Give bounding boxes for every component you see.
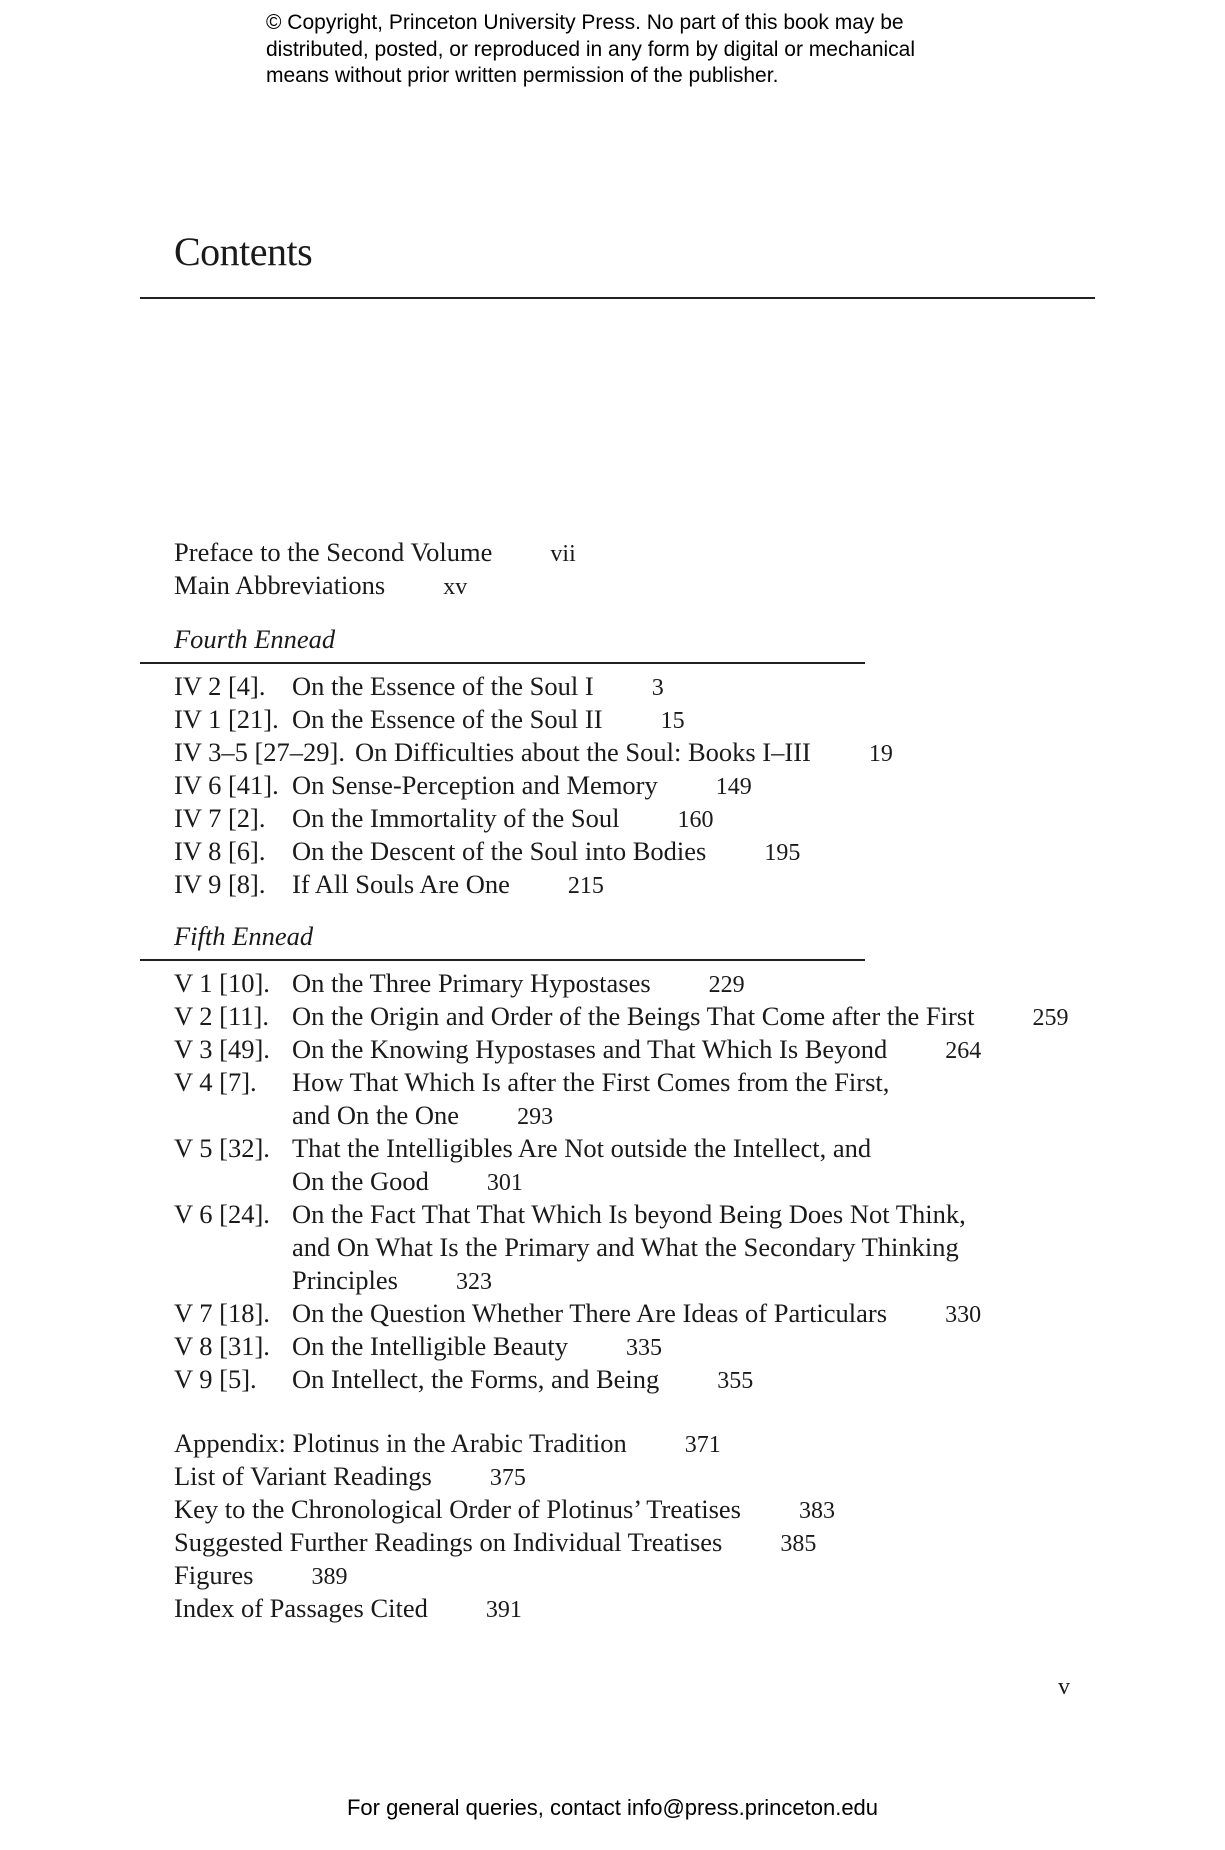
toc-entry — [174, 1065, 890, 1131]
toc-entry — [174, 1296, 982, 1329]
entry-title-line: On Sense-Perception and Memory — [292, 770, 658, 800]
toc-entry — [174, 1131, 872, 1197]
entry-page: 259 — [1032, 1005, 1069, 1031]
entry-number: IV 3–5 [27–29]. — [174, 737, 346, 767]
entry-number: V 8 [31]. — [174, 1331, 270, 1361]
entry-number: V 2 [11]. — [174, 1001, 269, 1031]
entry-title — [292, 1362, 753, 1395]
entry-title: Figures — [174, 1560, 254, 1590]
entry-title-line: and On What Is the Primary and What the Secondary Thinking — [292, 1232, 959, 1262]
entry-page: 215 — [567, 873, 604, 899]
entry-page: vii — [550, 541, 576, 567]
entry-number: V 9 [5]. — [174, 1364, 257, 1394]
entry-page: 19 — [868, 741, 893, 767]
entry-title-line-wrap — [292, 1296, 981, 1329]
entry-title — [292, 1131, 871, 1197]
toc-entry — [174, 966, 745, 999]
section-heading: Fourth Ennead — [174, 624, 336, 654]
section-rule — [140, 959, 865, 961]
entry-title-line: On the Good — [292, 1166, 429, 1196]
entry-title-line: On the Intelligible Beauty — [292, 1331, 568, 1361]
entry-title — [292, 999, 1068, 1032]
back-matter-entry — [174, 1558, 348, 1592]
entry-title — [292, 1065, 889, 1131]
front-matter-entry — [174, 568, 467, 602]
entry-title — [292, 702, 685, 735]
entry-title — [292, 669, 664, 702]
entry-page: 15 — [660, 708, 685, 734]
back-matter-entry — [174, 1459, 526, 1493]
entry-title — [292, 801, 714, 834]
footer-contact: For general queries, contact info@press.princeton.edu — [346, 1795, 879, 1820]
entry-number: IV 1 [21]. — [174, 704, 279, 734]
copyright-line: distributed, posted, or reproduced in any form by digital or mechanical — [266, 37, 916, 61]
entry-title: Preface to the Second Volume — [174, 537, 493, 567]
entry-title — [292, 1296, 981, 1329]
entry-title-line: On the Knowing Hypostases and That Which Is Beyond — [292, 1034, 888, 1064]
entry-title: Suggested Further Readings on Individual Treatises — [174, 1527, 723, 1557]
entry-title-line-wrap — [292, 801, 714, 834]
toc-entry — [174, 669, 664, 702]
entry-title-line: On the Fact That That Which Is beyond Being Does Not Think, — [292, 1199, 966, 1229]
entry-page: 375 — [489, 1465, 526, 1491]
toc-entry — [174, 867, 604, 900]
entry-title: Key to the Chronological Order of Plotinus’ Treatises — [174, 1494, 741, 1524]
entry-page: 389 — [311, 1564, 348, 1590]
title-rule — [140, 297, 1095, 299]
entry-page: 335 — [625, 1335, 662, 1361]
toc-entry — [174, 1362, 754, 1395]
entry-title-line-wrap — [292, 768, 752, 801]
toc-entry — [174, 1032, 982, 1065]
toc-entry — [174, 768, 752, 801]
toc-entry — [174, 702, 685, 735]
back-matter-entry — [174, 1591, 522, 1625]
page-title: Contents — [174, 229, 313, 274]
entry-page: 385 — [780, 1531, 817, 1557]
toc-entry — [174, 834, 801, 867]
entry-title-line-wrap — [292, 1329, 662, 1362]
entry-page: 301 — [486, 1170, 523, 1196]
entry-title-line: On the Immortality of the Soul — [292, 803, 620, 833]
toc-entry — [174, 1197, 966, 1296]
entry-page: 149 — [715, 774, 752, 800]
entry-page: 293 — [517, 1104, 554, 1130]
entry-title-line-wrap — [292, 966, 745, 999]
entry-number: V 7 [18]. — [174, 1298, 270, 1328]
entry-title — [292, 1032, 981, 1065]
entry-title-line-wrap — [292, 999, 1068, 1032]
entry-page: xv — [443, 574, 468, 600]
page-folio: v — [1058, 1674, 1070, 1700]
entry-number: V 5 [32]. — [174, 1133, 270, 1163]
entry-number: V 1 [10]. — [174, 968, 270, 998]
entry-title-line: On the Origin and Order of the Beings That Come after the First — [292, 1001, 975, 1031]
entry-title-line: Principles — [292, 1265, 398, 1295]
entry-title-line: On the Three Primary Hypostases — [292, 968, 651, 998]
entry-title — [292, 966, 745, 999]
entry-title-line-wrap — [292, 1032, 981, 1065]
section-rule — [140, 662, 865, 664]
toc-entry — [174, 735, 893, 768]
entry-title-line: On Intellect, the Forms, and Being — [292, 1364, 660, 1394]
entry-page: 330 — [945, 1302, 982, 1328]
entry-title — [292, 1329, 662, 1362]
back-matter-entry — [174, 1492, 835, 1526]
section-heading: Fifth Ennead — [174, 921, 314, 951]
entry-number: IV 6 [41]. — [174, 770, 279, 800]
entry-page: 195 — [764, 840, 801, 866]
entry-number: V 4 [7]. — [174, 1067, 257, 1097]
entry-title-line: On the Question Whether There Are Ideas of Particulars — [292, 1298, 888, 1328]
entry-title: Main Abbreviations — [174, 570, 386, 600]
back-matter-entry — [174, 1525, 816, 1559]
entry-title-line-wrap — [292, 834, 800, 867]
entry-page: 355 — [717, 1368, 754, 1394]
entry-title — [292, 1197, 966, 1296]
entry-title-line-wrap — [292, 669, 664, 702]
entry-title-line: If All Souls Are One — [292, 869, 510, 899]
entry-number: IV 9 [8]. — [174, 869, 266, 899]
entry-title: Appendix: Plotinus in the Arabic Tradition — [174, 1428, 627, 1458]
entry-number: V 3 [49]. — [174, 1034, 270, 1064]
copyright-line: means without prior written permission of the publisher. — [266, 64, 779, 87]
entry-page: 323 — [456, 1269, 492, 1295]
entry-title-line: How That Which Is after the First Comes from the First, — [292, 1067, 890, 1097]
entry-number: IV 8 [6]. — [174, 836, 266, 866]
entry-title: Index of Passages Cited — [174, 1593, 428, 1623]
entry-page: 383 — [798, 1498, 835, 1524]
toc-entry — [174, 1329, 662, 1362]
entry-title-line: On the Essence of the Soul I — [292, 671, 594, 701]
back-matter-entry — [174, 1426, 721, 1460]
entry-title — [292, 867, 604, 900]
toc-entry — [174, 999, 1069, 1032]
entry-title-line-wrap — [292, 1098, 889, 1131]
entry-title-line: On the Descent of the Soul into Bodies — [292, 836, 707, 866]
entry-title — [292, 834, 800, 867]
entry-number: V 6 [24]. — [174, 1199, 270, 1229]
entry-page: 3 — [651, 675, 664, 701]
entry-page: 229 — [708, 972, 745, 998]
entry-number: IV 7 [2]. — [174, 803, 266, 833]
copyright-notice — [266, 10, 1026, 90]
entry-title-line-wrap — [292, 702, 685, 735]
front-matter-entry — [174, 535, 576, 569]
entry-title-line-wrap — [292, 1164, 871, 1197]
entry-title: List of Variant Readings — [174, 1461, 432, 1491]
entry-number: IV 2 [4]. — [174, 671, 266, 701]
entry-title-line-wrap — [292, 1263, 966, 1296]
entry-title-line-wrap — [292, 1362, 753, 1395]
entry-page: 264 — [945, 1038, 982, 1064]
copyright-line: © Copyright, Princeton University Press. No part of this book may be — [266, 11, 904, 34]
entry-title — [292, 768, 752, 801]
entry-title-line: and On the One — [292, 1100, 460, 1130]
entry-page: 391 — [485, 1597, 522, 1623]
entry-title: On Difficulties about the Soul: Books I–III — [355, 737, 811, 767]
entry-page: 371 — [684, 1432, 721, 1458]
entry-title-line: On the Essence of the Soul II — [292, 704, 603, 734]
entry-page: 160 — [677, 807, 714, 833]
entry-title-line-wrap — [292, 867, 604, 900]
entry-title-line: That the Intelligibles Are Not outside the Intellect, and — [292, 1133, 872, 1163]
toc-entry — [174, 801, 714, 834]
